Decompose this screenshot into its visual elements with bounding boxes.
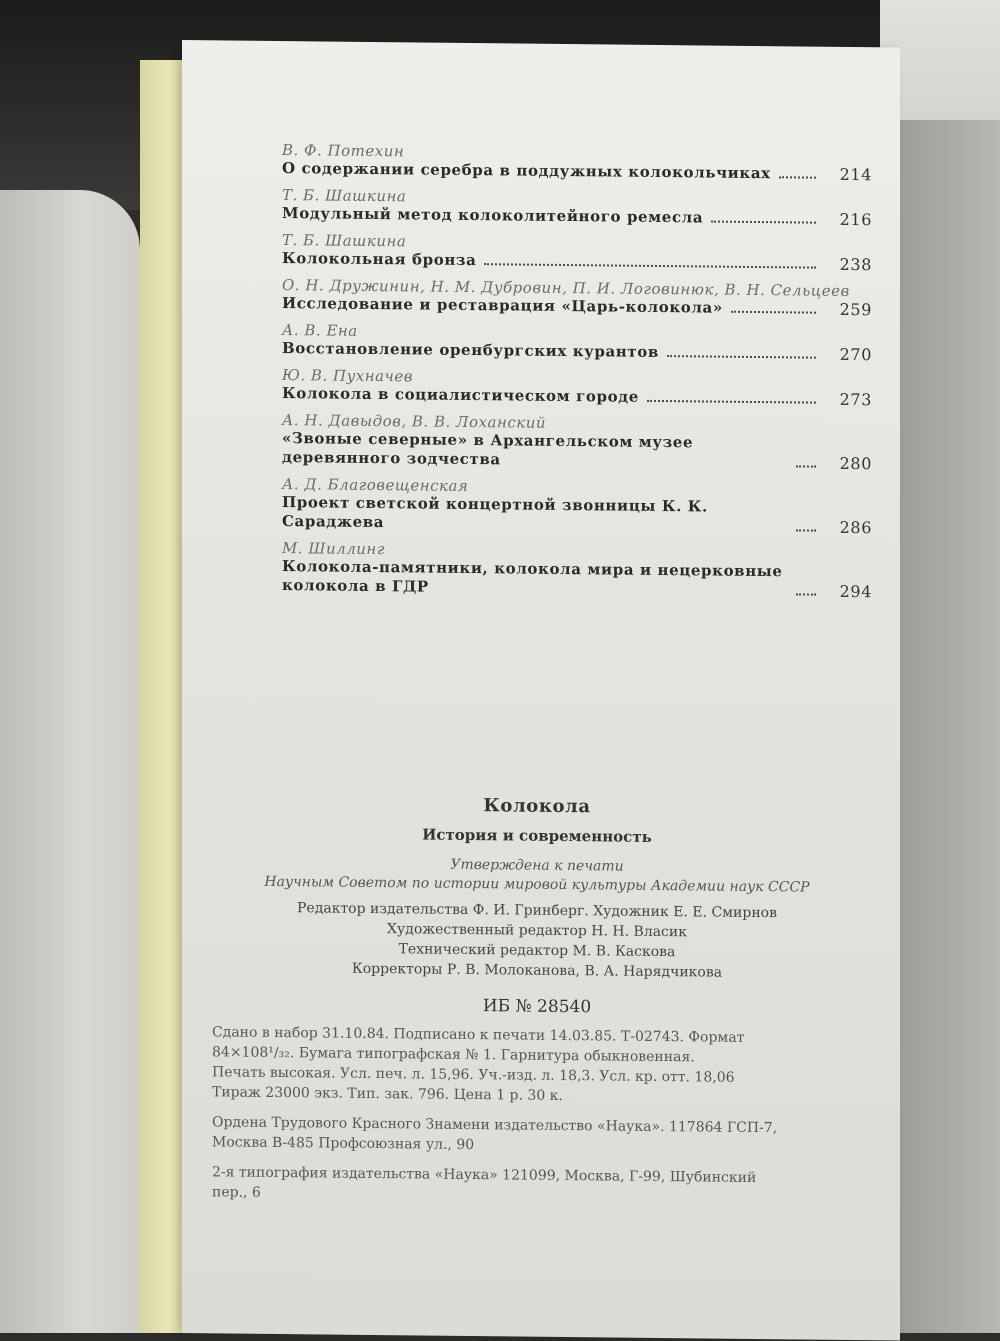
- leader-dots: [667, 355, 816, 359]
- approval-line: Научным Советом по истории мировой культуры Академии наук СССР: [264, 873, 810, 896]
- toc-author: М. Шиллинг: [282, 539, 385, 559]
- credit-line: Редактор издательства Ф. И. Гринберг. Художник Е. Е. Смирнов: [297, 900, 777, 922]
- toc-page-number: 259: [839, 299, 872, 320]
- toc-title: Колокола-памятники, колокола мира и нецерковные колокола в ГДР: [282, 557, 783, 596]
- toc-author: О. Н. Дружинин, Н. М. Дубровин, П. И. Логовинюк, В. Н. Сельцеев: [282, 276, 850, 300]
- toc-entry: [282, 186, 872, 229]
- toc-author: В. Ф. Потехин: [282, 141, 405, 161]
- toc-title: Колокольная бронза: [282, 249, 477, 270]
- print-details-line: Тираж 23000 экз. Тип. зак. 796. Цена 1 р. 30 к.: [212, 1084, 563, 1104]
- toc-author: Т. Б. Шашкина: [282, 186, 407, 206]
- toc-title: Проект светской концертной звонницы К. К. Сараджева: [282, 493, 708, 532]
- credits: [212, 897, 862, 984]
- toc-page-number: 270: [839, 344, 872, 365]
- print-details-line: 84×108¹/₃₂. Бумага типографская № 1. Гарнитура обыкновенная.: [212, 1044, 695, 1066]
- toc-page-number: 214: [839, 164, 872, 185]
- print-details-line: Печать высокая. Усл. печ. л. 15,96. Уч.-изд. л. 18,3. Усл. кр. отт. 18,06: [212, 1064, 735, 1086]
- book-title: Колокола: [483, 795, 591, 818]
- background-pillow: [0, 190, 140, 1333]
- printer-line: 2-я типография издательства «Наука» 121099, Москва, Г-99, Шубинский: [212, 1164, 757, 1187]
- toc-author: А. В. Ена: [282, 321, 358, 340]
- book-page: [182, 40, 900, 1341]
- toc-author: Т. Б. Шашкина: [282, 231, 407, 251]
- toc-page-number: 238: [839, 254, 872, 275]
- ib-number: ИБ № 28540: [482, 996, 592, 1018]
- leader-dots: [779, 176, 816, 178]
- toc-author: А. Н. Давыдов, В. В. Лоханский: [282, 411, 547, 432]
- toc-page-number: 286: [839, 517, 872, 538]
- toc-page-number: 280: [839, 453, 872, 474]
- printer-line: пер., 6: [212, 1184, 261, 1201]
- credit-line: Художественный редактор Н. Н. Власик: [387, 921, 687, 941]
- toc-title: Колокола в социалистическом городе: [282, 384, 639, 406]
- leader-dots: [796, 529, 816, 531]
- background-right: [900, 120, 1000, 1333]
- approval-line: Утверждена к печати: [450, 856, 624, 875]
- toc-entry: [282, 141, 872, 184]
- leader-dots: [484, 263, 815, 268]
- credit-line: Технический редактор М. В. Каскова: [398, 941, 676, 961]
- toc-entry: [282, 276, 872, 319]
- book-subtitle: История и современность: [422, 825, 652, 846]
- book-cover-edge: [140, 60, 186, 1333]
- toc-entry: [282, 539, 872, 601]
- table-of-contents: [282, 141, 872, 609]
- toc-title: Исследование и реставрация «Царь-колокола»: [282, 294, 723, 317]
- leader-dots: [731, 311, 816, 314]
- toc-entry: [282, 321, 872, 364]
- toc-author: Ю. В. Пухначев: [282, 366, 413, 386]
- toc-title: «Звоные северные» в Архангельском музее деревянного зодчества: [282, 429, 694, 469]
- print-details-line: Сдано в набор 31.10.84. Подписано к печати 14.03.85. Т-02743. Формат: [212, 1024, 745, 1046]
- toc-entry: [282, 231, 872, 274]
- leader-dots: [796, 465, 816, 467]
- credit-line: Корректоры Р. В. Молоканова, В. А. Нарядчикова: [351, 960, 723, 981]
- toc-page-number: 294: [839, 581, 872, 602]
- leader-dots: [647, 400, 816, 404]
- publisher-line: Ордена Трудового Красного Знамени издательство «Наука». 117864 ГСП-7,: [212, 1114, 778, 1137]
- leader-dots: [796, 593, 816, 595]
- imprint-block: [212, 792, 862, 1208]
- toc-entry: [282, 366, 872, 409]
- toc-page-number: 273: [839, 389, 872, 410]
- toc-author: А. Д. Благовещенская: [282, 475, 469, 495]
- toc-entry: [282, 475, 872, 537]
- toc-title: Модульный метод колоколитейного ремесла: [282, 204, 704, 227]
- toc-page-number: 216: [839, 209, 872, 230]
- toc-entry: [282, 411, 872, 473]
- toc-title: Восстановление оренбургских курантов: [282, 339, 659, 361]
- leader-dots: [711, 221, 815, 224]
- publisher-line: Москва В-485 Профсоюзная ул., 90: [212, 1134, 475, 1154]
- toc-title: О содержании серебра в поддужных колокольчиках: [282, 159, 771, 183]
